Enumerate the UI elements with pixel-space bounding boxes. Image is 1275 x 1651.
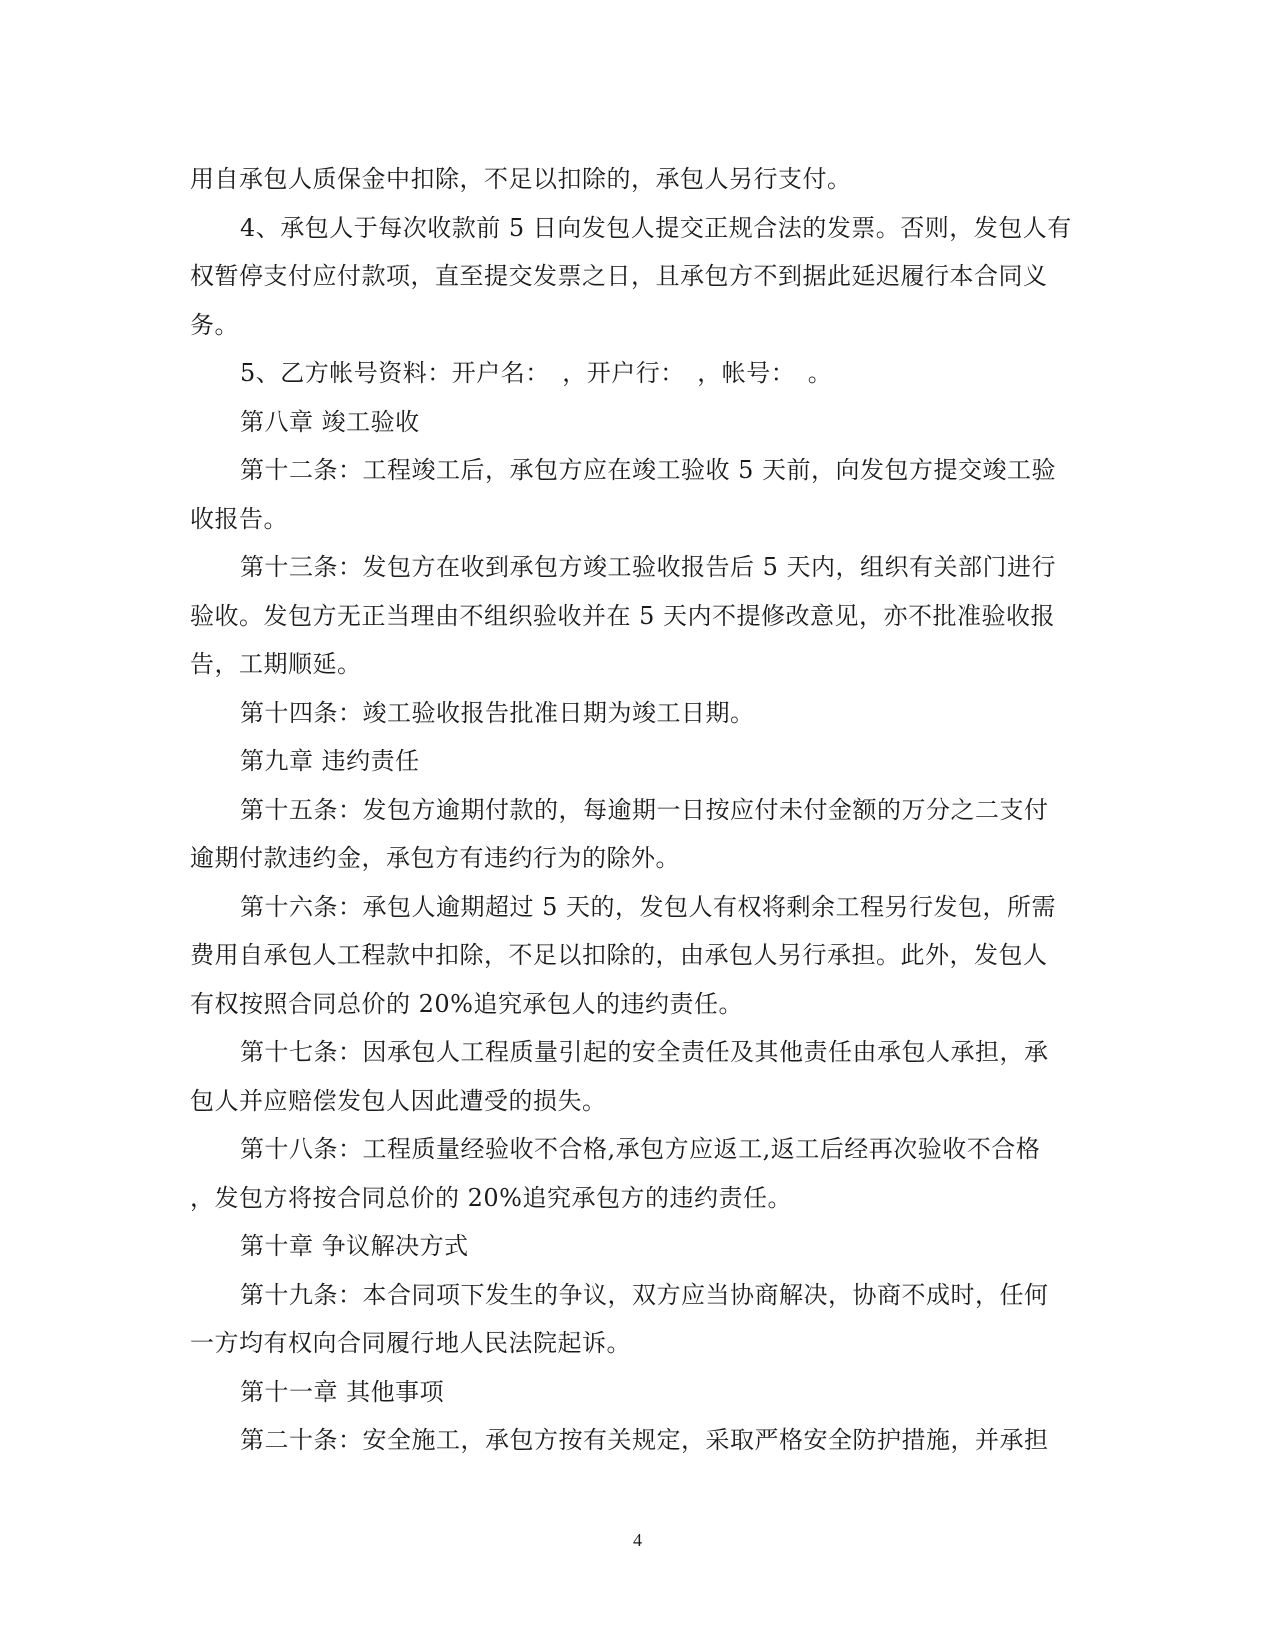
text-line: 第十章 争议解决方式 — [240, 1232, 469, 1260]
text-line: 权暂停支付应付款项，直至提交发票之日，且承包方不到据此延迟履行本合同义 — [190, 262, 1048, 290]
text-line: 第十一章 其他事项 — [240, 1377, 445, 1406]
document-body — [190, 155, 1070, 1465]
text-line: 用自承包人质保金中扣除，不足以扣除的，承包人另行支付。 — [190, 165, 852, 193]
text-line: 有权按照合同总价的 20%追究承包人的违约责任。 — [190, 989, 743, 1018]
text-line: 4、承包人于每次收款前 5 日向发包人提交正规合法的发票。否则，发包人有 — [240, 213, 1072, 242]
text-line: 第十二条：工程竣工后，承包方应在竣工验收 5 天前，向发包方提交竣工验 — [240, 456, 1057, 484]
text-line: 第十七条：因承包人工程质量引起的安全责任及其他责任由承包人承担，承 — [240, 1038, 1049, 1066]
text-line: 第十八条：工程质量经验收不合格,承包方应返工,返工后经再次验收不合格 — [240, 1135, 1041, 1163]
text-line: 包人并应赔偿发包人因此遭受的损失。 — [190, 1086, 607, 1115]
text-line: 第九章 违约责任 — [240, 747, 420, 775]
text-line: 第二十条：安全施工，承包方按有关规定，采取严格安全防护措施，并承担 — [240, 1426, 1049, 1454]
text-line: 一方均有权向合同履行地人民法院起诉。 — [190, 1329, 631, 1357]
text-line: 第十九条：本合同项下发生的争议，双方应当协商解决，协商不成时，任何 — [240, 1280, 1049, 1309]
text-line: 验收。发包方无正当理由不组织验收并在 5 天内不提修改意见，亦不批准验收报 — [190, 601, 1056, 630]
text-line: 费用自承包人工程款中扣除，不足以扣除的，由承包人另行承担。此外，发包人 — [190, 941, 1048, 969]
text-line: 5、乙方帐号资料：开户名： ，开户行： ，帐号： 。 — [240, 359, 833, 387]
text-line: 务。 — [190, 310, 239, 339]
text-line: 告，工期顺延。 — [190, 650, 362, 678]
text-line: 逾期付款违约金，承包方有违约行为的除外。 — [190, 844, 680, 872]
text-line: 第十六条：承包人逾期超过 5 天的，发包人有权将剩余工程另行发包，所需 — [240, 892, 1057, 921]
text-line: ，发包方将按合同总价的 20%追究承包方的违约责任。 — [190, 1183, 792, 1212]
text-line: 第十四条：竣工验收报告批准日期为竣工日期。 — [240, 698, 755, 727]
text-line: 第十五条：发包方逾期付款的，每逾期一日按应付未付金额的万分之二支付 — [240, 795, 1049, 824]
text-line: 第十三条：发包方在收到承包方竣工验收报告后 5 天内，组织有关部门进行 — [240, 553, 1057, 581]
text-line: 收报告。 — [190, 504, 288, 533]
page-number: 4 — [633, 1530, 642, 1550]
text-line: 第八章 竣工验收 — [240, 407, 420, 436]
